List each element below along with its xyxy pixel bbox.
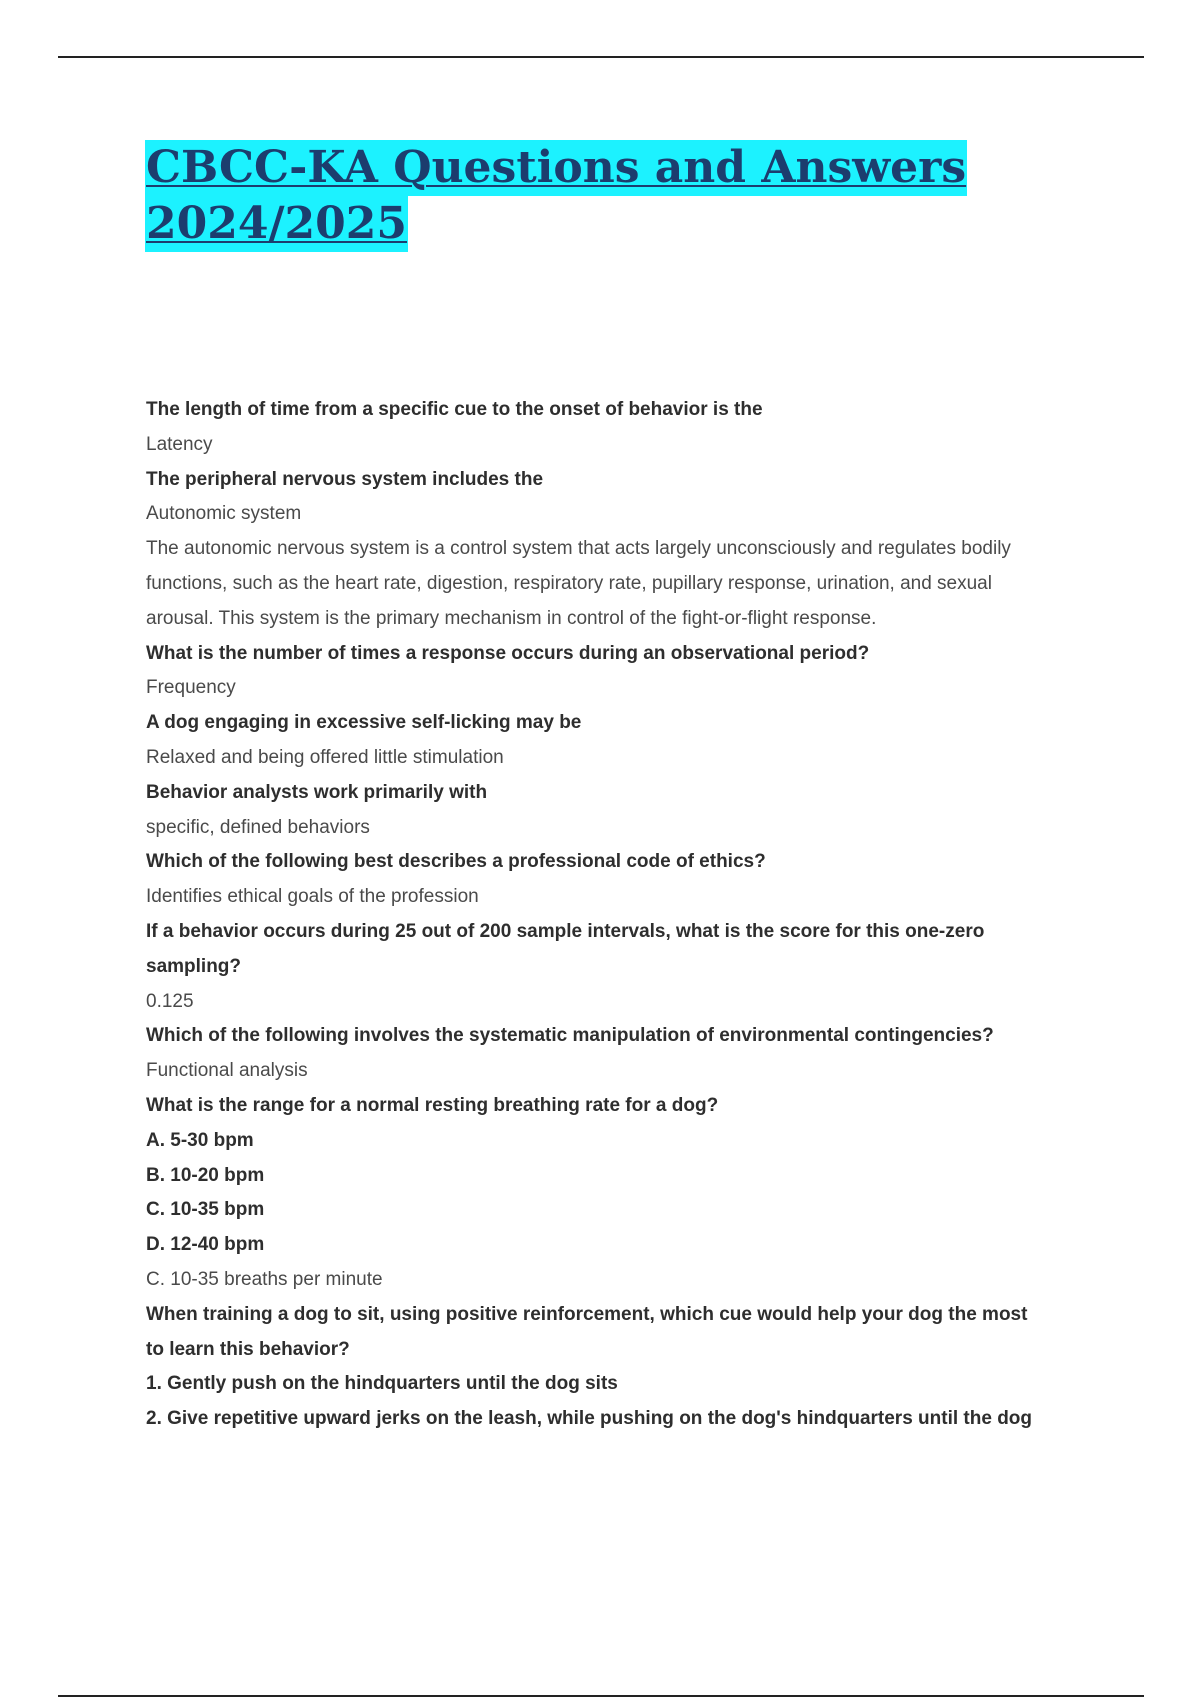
answer-text: 0.125	[146, 990, 194, 1012]
bottom-rule	[58, 1695, 1144, 1697]
question-text: Which of the following involves the systematic manipulation of environmental contingencies?	[146, 1025, 994, 1047]
answer-text: specific, defined behaviors	[146, 816, 370, 838]
answer-text: The autonomic nervous system is a control system that acts largely unconsciously and regulates bodily	[146, 538, 1011, 560]
top-rule	[58, 56, 1144, 58]
title-line-1[interactable]: CBCC-KA Questions and Answers	[145, 140, 967, 196]
answer-text: Autonomic system	[146, 503, 302, 525]
option-text: B. 10-20 bpm	[146, 1164, 265, 1186]
question-text: Behavior analysts work primarily with	[146, 781, 488, 803]
question-text: What is the number of times a response occurs during an observational period?	[146, 642, 870, 664]
answer-text: Relaxed and being offered little stimulation	[146, 746, 504, 768]
question-text: A dog engaging in excessive self-licking may be	[146, 712, 582, 734]
answer-text: Functional analysis	[146, 1060, 308, 1082]
document-title	[145, 140, 1105, 252]
answer-text: arousal. This system is the primary mechanism in control of the fight-or-flight response.	[146, 607, 877, 629]
answer-text: Latency	[146, 433, 213, 455]
question-text: to learn this behavior?	[146, 1338, 350, 1360]
question-text: What is the range for a normal resting breathing rate for a dog?	[146, 1094, 719, 1116]
answer-text: Frequency	[146, 677, 236, 699]
option-text: 1. Gently push on the hindquarters until the dog sits	[146, 1373, 618, 1395]
answer-text: C. 10-35 breaths per minute	[146, 1268, 383, 1290]
question-answer-list	[146, 393, 1096, 1437]
option-text: 2. Give repetitive upward jerks on the leash, while pushing on the dog's hindquarters until the dog	[146, 1408, 1033, 1430]
question-text: sampling?	[146, 955, 242, 977]
answer-text: functions, such as the heart rate, digestion, respiratory rate, pupillary response, urination, and sexual	[146, 572, 992, 594]
question-text: The length of time from a specific cue to the onset of behavior is the	[146, 399, 763, 420]
option-text: D. 12-40 bpm	[146, 1234, 265, 1256]
answer-text: Identifies ethical goals of the profession	[146, 886, 479, 908]
title-line-2[interactable]: 2024/2025	[145, 196, 408, 252]
option-text: A. 5-30 bpm	[146, 1129, 254, 1151]
question-text: Which of the following best describes a professional code of ethics?	[146, 851, 766, 873]
question-text: When training a dog to sit, using positive reinforcement, which cue would help your dog the most	[146, 1303, 1028, 1325]
question-text: If a behavior occurs during 25 out of 200 sample intervals, what is the score for this one-zero	[146, 920, 985, 942]
option-text: C. 10-35 bpm	[146, 1199, 265, 1221]
question-text: The peripheral nervous system includes the	[146, 468, 544, 490]
